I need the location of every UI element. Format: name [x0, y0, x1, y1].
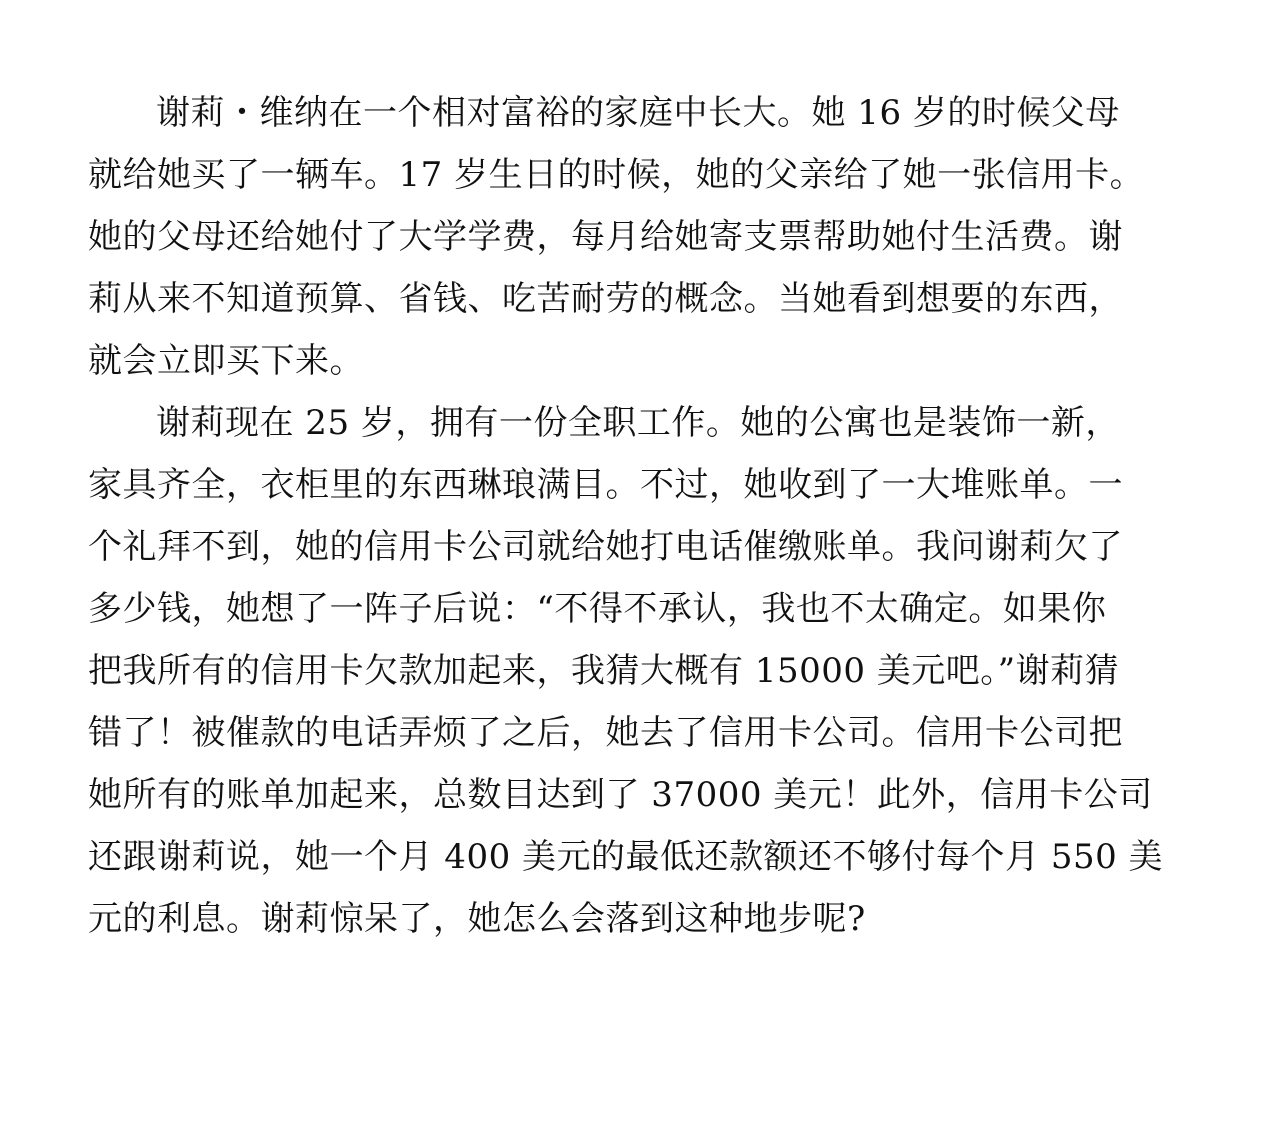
text-line: 谢莉・维纳在一个相对富裕的家庭中长大。她 16 岁的时候父母 — [156, 93, 1120, 133]
text-line: 谢莉现在 25 岁，拥有一份全职工作。她的公寓也是装饰一新， — [156, 403, 1120, 443]
document-page — [88, 82, 1188, 950]
text-line: 就会立即买下来。 — [88, 341, 364, 381]
text-line: 还跟谢莉说，她一个月 400 美元的最低还款额还不够付每个月 550 美 — [88, 837, 1164, 877]
text-line: 把我所有的信用卡欠款加起来，我猜大概有 15000 美元吧。”谢莉猜 — [88, 651, 1120, 691]
paragraph-1 — [88, 82, 1188, 392]
text-line: 家具齐全，衣柜里的东西琳琅满目。不过，她收到了一大堆账单。一 — [88, 465, 1123, 505]
text-line: 多少钱，她想了一阵子后说：“不得不承认，我也不太确定。如果你 — [88, 589, 1107, 629]
text-line: 个礼拜不到，她的信用卡公司就给她打电话催缴账单。我问谢莉欠了 — [88, 527, 1123, 567]
text-line: 莉从来不知道预算、省钱、吃苦耐劳的概念。当她看到想要的东西， — [88, 279, 1123, 319]
paragraph-2 — [88, 392, 1188, 950]
text-line: 她的父母还给她付了大学学费，每月给她寄支票帮助她付生活费。谢 — [88, 217, 1123, 257]
text-line: 错了！被催款的电话弄烦了之后，她去了信用卡公司。信用卡公司把 — [88, 713, 1123, 753]
text-line: 元的利息。谢莉惊呆了，她怎么会落到这种地步呢? — [88, 899, 866, 939]
text-line: 她所有的账单加起来，总数目达到了 37000 美元！此外，信用卡公司 — [88, 775, 1153, 815]
text-line: 就给她买了一辆车。17 岁生日的时候，她的父亲给了她一张信用卡。 — [88, 155, 1145, 195]
